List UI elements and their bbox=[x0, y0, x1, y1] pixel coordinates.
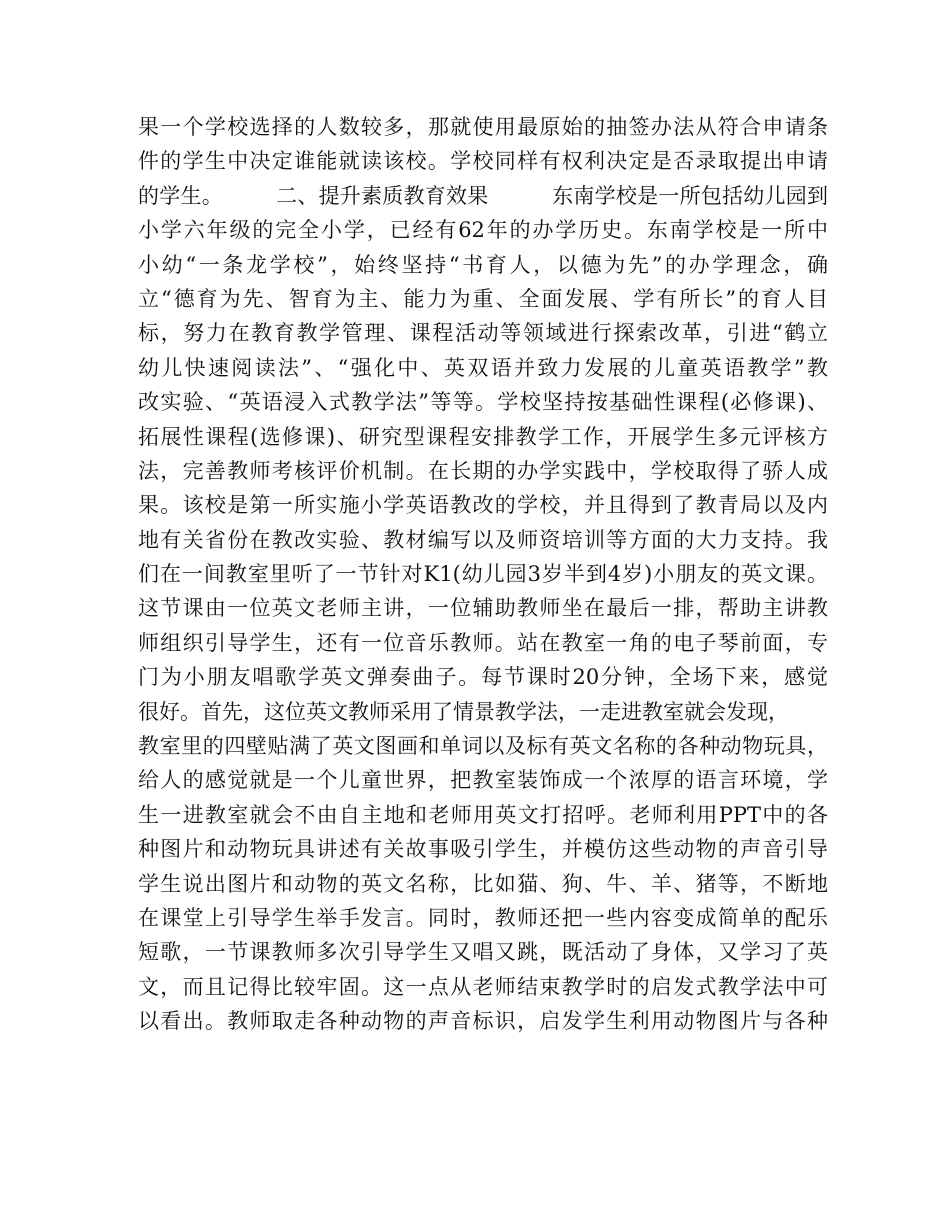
text-line: 法，完善教师考核评价机制。在长期的办学实践中，学校取得了骄人成 bbox=[138, 458, 828, 483]
text-line: 果一个学校选择的人数较多，那就使用最原始的抽签办法从符合申请条 bbox=[138, 115, 828, 139]
text-line: 教室里的四壁贴满了英文图画和单词以及标有英文名称的各种动物玩具， bbox=[138, 734, 828, 759]
body-text bbox=[138, 110, 828, 1039]
text-line: 果。该校是第一所实施小学英语教改的学校，并且得到了教青局以及内 bbox=[138, 493, 828, 518]
text-line: 小幼“一条龙学校”，始终坚持“书育人，以德为先”的办学理念，确 bbox=[138, 252, 828, 277]
text-line: 地有关省份在教改实验、教材编写以及师资培训等方面的大力支持。我 bbox=[138, 527, 828, 552]
text-line: 立“德育为先、智育为主、能力为重、全面发展、学有所长”的育人目 bbox=[138, 286, 828, 311]
text-line: 学生说出图片和动物的英文名称，比如猫、狗、牛、羊、猪等，不断地 bbox=[138, 871, 828, 896]
text-line: 很好。首先，这位英文教师采用了情景教学法，一走进教室就会发现， bbox=[138, 699, 789, 724]
text-line: 种图片和动物玩具讲述有关故事吸引学生，并模仿这些动物的声音引导 bbox=[138, 837, 828, 862]
text-line: 标，努力在教育教学管理、课程活动等领域进行探索改革，引进“鹤立 bbox=[138, 321, 828, 346]
text-line: 这节课由一位英文老师主讲，一位辅助教师坐在最后一排，帮助主讲教 bbox=[138, 596, 828, 621]
text-line: 拓展性课程(选修课)、研究型课程安排教学工作，开展学生多元评核方 bbox=[138, 424, 828, 449]
text-line: 小学六年级的完全小学，已经有62年的办学历史。东南学校是一所中 bbox=[138, 218, 828, 243]
text-line: 文，而且记得比较牢固。这一点从老师结束教学时的启发式教学法中可 bbox=[138, 974, 828, 999]
text-line: 件的学生中决定谁能就读该校。学校同样有权利决定是否录取提出申请 bbox=[138, 149, 828, 174]
text-line: 生一进教室就会不由自主地和老师用英文打招呼。老师利用PPT中的各 bbox=[138, 802, 828, 827]
text-line: 的学生。 二、提升素质教育效果 东南学校是一所包括幼儿园到 bbox=[138, 183, 828, 208]
text-line: 以看出。教师取走各种动物的声音标识，启发学生利用动物图片与各种 bbox=[138, 1009, 828, 1034]
text-line: 门为小朋友唱歌学英文弹奏曲子。每节课时20分钟，全场下来，感觉 bbox=[138, 665, 828, 690]
text-line: 在课堂上引导学生举手发言。同时，教师还把一些内容变成简单的配乐 bbox=[138, 905, 828, 930]
text-line: 幼儿快速阅读法”、“强化中、英双语并致力发展的儿童英语教学”教 bbox=[138, 355, 828, 380]
text-line: 短歌，一节课教师多次引导学生又唱又跳，既活动了身体，又学习了英 bbox=[138, 940, 828, 965]
text-line: 们在一间教室里听了一节针对K1(幼儿园3岁半到4岁)小朋友的英文课。 bbox=[138, 562, 828, 587]
text-line: 师组织引导学生，还有一位音乐教师。站在教室一角的电子琴前面，专 bbox=[138, 630, 828, 655]
text-line: 给人的感觉就是一个儿童世界，把教室装饰成一个浓厚的语言环境，学 bbox=[138, 768, 828, 793]
text-line: 改实验、“英语浸入式教学法”等等。学校坚持按基础性课程(必修课)、 bbox=[138, 390, 828, 415]
